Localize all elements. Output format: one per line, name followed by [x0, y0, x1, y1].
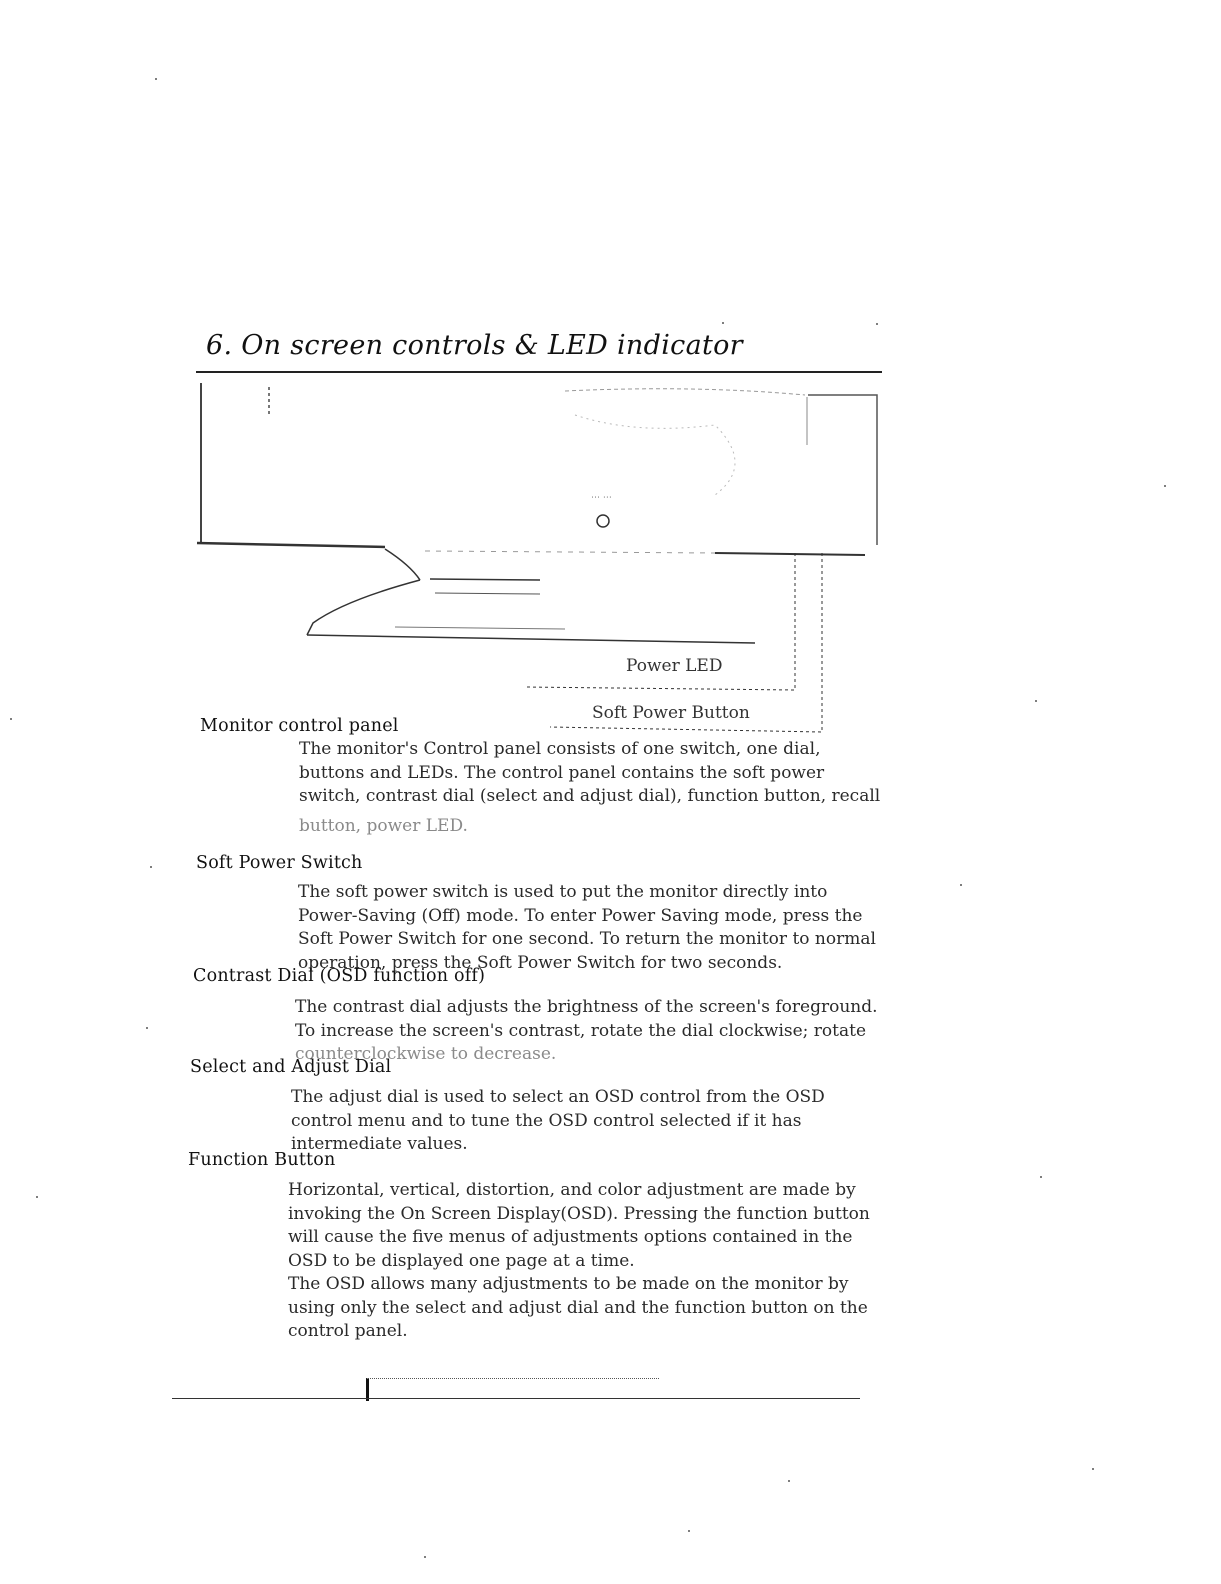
section-body-soft-power-switch	[298, 881, 876, 975]
scan-speck	[1035, 700, 1037, 702]
body-line: control menu and to tune the OSD control selected if it has	[291, 1110, 802, 1131]
soft-power-button-label: Soft Power Button	[592, 703, 750, 723]
section-body-monitor-control-panel	[299, 738, 880, 838]
body-line: control panel.	[288, 1321, 408, 1341]
title-rule	[196, 371, 882, 373]
body-line: operation, press the Soft Power Switch for two seconds.	[298, 952, 783, 973]
scan-speck	[876, 323, 878, 325]
page-title: 6. On screen controls & LED indicator	[206, 330, 743, 361]
body-line: will cause the five menus of adjustments options contained in the	[288, 1227, 853, 1247]
svg-text:⋯ ⋯: ⋯ ⋯	[591, 493, 612, 503]
scan-speck	[150, 866, 152, 868]
body-line: The soft power switch is used to put the monitor directly into	[298, 882, 828, 902]
body-line: using only the select and adjust dial and the function button on the	[288, 1297, 868, 1318]
scan-speck	[1092, 1468, 1094, 1470]
body-line: OSD to be displayed one page at a time.	[288, 1250, 635, 1271]
body-line: The adjust dial is used to select an OSD control from the OSD	[291, 1087, 825, 1107]
body-line: Soft Power Switch for one second. To return the monitor to normal	[298, 929, 876, 949]
body-line: invoking the On Screen Display(OSD). Pressing the function button	[288, 1203, 870, 1224]
footer-rule	[172, 1398, 860, 1399]
power-led-label: Power LED	[626, 656, 723, 676]
scan-speck	[424, 1556, 426, 1558]
scan-speck	[1040, 1176, 1042, 1178]
body-line: Power-Saving (Off) mode. To enter Power Saving mode, press the	[298, 905, 863, 926]
section-heading-function-button: Function Button	[188, 1150, 336, 1170]
scan-speck	[688, 1530, 690, 1532]
body-line: buttons and LEDs. The control panel contains the soft power	[299, 762, 825, 783]
body-line: The monitor's Control panel consists of one switch, one dial,	[299, 739, 821, 759]
section-heading-soft-power-switch: Soft Power Switch	[196, 853, 363, 873]
section-heading-contrast-dial: Contrast Dial (OSD function off)	[193, 966, 486, 986]
scan-speck	[722, 322, 724, 324]
body-line: The contrast dial adjusts the brightness of the screen's foreground.	[295, 997, 878, 1017]
body-line: button, power LED.	[299, 815, 468, 836]
body-line: Horizontal, vertical, distortion, and color adjustment are made by	[288, 1180, 856, 1200]
section-body-contrast-dial	[295, 996, 878, 1067]
section-heading-monitor-control-panel: Monitor control panel	[200, 716, 399, 736]
monitor-diagram	[195, 375, 885, 740]
scan-speck	[155, 78, 157, 80]
body-line: switch, contrast dial (select and adjust dial), function button, recall	[299, 786, 881, 806]
scan-speck	[10, 718, 12, 720]
body-line: To increase the screen's contrast, rotate the dial clockwise; rotate	[295, 1020, 867, 1041]
scan-speck	[1164, 485, 1166, 487]
scan-speck	[788, 1480, 790, 1482]
body-line: intermediate values.	[291, 1134, 468, 1154]
body-line: The OSD allows many adjustments to be made on the monitor by	[288, 1274, 849, 1294]
section-body-function-button	[288, 1179, 870, 1344]
section-body-select-adjust-dial	[291, 1086, 825, 1157]
scan-speck	[146, 1027, 148, 1029]
scan-speck	[960, 884, 962, 886]
scan-speck	[36, 1196, 38, 1198]
body-line: counterclockwise to decrease.	[295, 1044, 557, 1064]
section-heading-select-adjust-dial: Select and Adjust Dial	[190, 1057, 392, 1077]
